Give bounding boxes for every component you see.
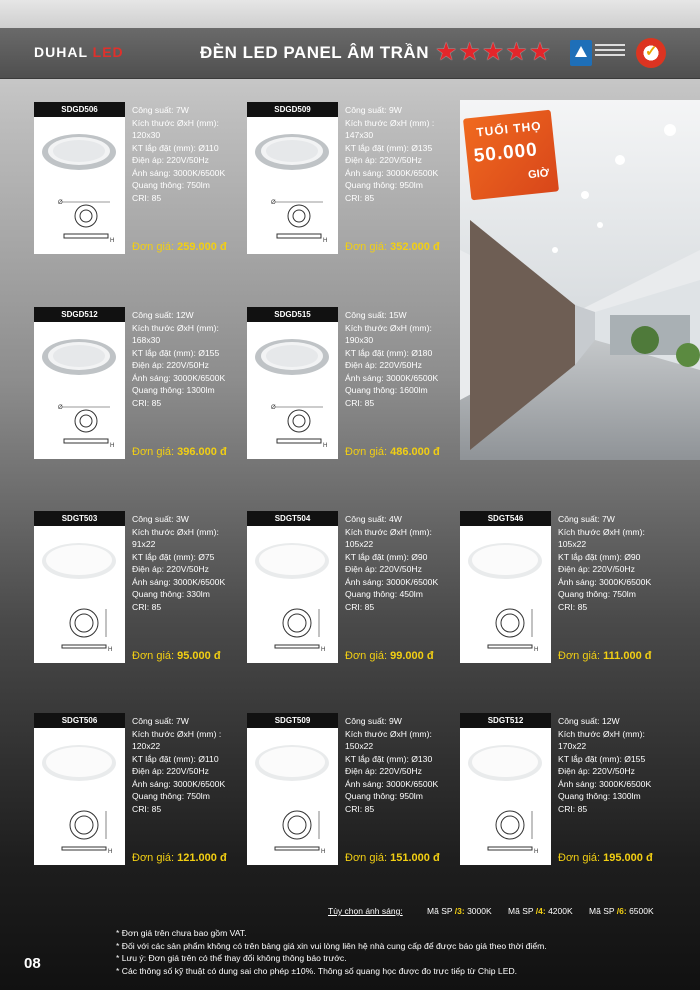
product-thumbnail: [34, 511, 125, 663]
product-thumbnail: [247, 511, 338, 663]
product-specs: Công suất: 12W Kích thước ØxH (mm): 170x22 KT lắp đặt (mm): Ø155 Điện áp: 220V/50Hz Ánh sáng: 3000K/6500K Quang thông: 1300lm CRI: 85: [558, 716, 652, 814]
downlight-white-icon: [466, 536, 544, 586]
page-number: 08: [24, 955, 41, 972]
dimension-drawing-icon: [269, 194, 329, 249]
product-thumbnail: [34, 307, 125, 459]
product-specs: Công suất: 4W Kích thước ØxH (mm): 105x22 KT lắp đặt (mm): Ø90 Điện áp: 220V/50Hz Ánh sáng: 3000K/6500K Quang thông: 450lm CRI: 85: [345, 514, 439, 612]
product-specs: Công suất: 9W Kích thước ØxH (mm) : 147x30 KT lắp đặt (mm): Ø135 Điện áp: 220V/50Hz Ánh sáng: 3000K/6500K Quang thông: 950lm CRI: 85: [345, 105, 439, 203]
downlight-white-icon: [466, 738, 544, 788]
footnote: * Đối với các sản phẩm không có trên bảng giá xin vui lòng liên hệ nhà cung cấp để được báo giá theo thời điểm.: [116, 940, 547, 951]
svg-text:H: H: [534, 849, 539, 855]
product-price: Đơn giá: 396.000 đ: [132, 446, 227, 458]
product-price: Đơn giá: 259.000 đ: [132, 241, 227, 253]
product-card: [34, 307, 246, 507]
footnote: * Đơn giá trên chưa bao gồm VAT.: [116, 928, 247, 938]
product-price: Đơn giá: 195.000 đ: [558, 852, 653, 864]
product-price: Đơn giá: 121.000 đ: [132, 852, 227, 864]
light-options: [328, 906, 654, 916]
badge-unit: GIỜ: [527, 167, 550, 182]
product-price: Đơn giá: 99.000 đ: [345, 650, 434, 662]
product-code: SDGT512: [460, 713, 551, 728]
svg-text:H: H: [321, 849, 326, 855]
product-price: Đơn giá: 111.000 đ: [558, 650, 652, 662]
downlight-white-icon: [40, 536, 118, 586]
product-card: [247, 511, 459, 711]
dimension-drawing-icon: [482, 603, 542, 658]
dimension-drawing-icon: [269, 805, 329, 860]
product-card: [247, 713, 459, 913]
product-thumbnail: [460, 713, 551, 865]
downlight-metal-rim-icon: [253, 332, 331, 382]
product-code: SDGT503: [34, 511, 125, 526]
dimension-drawing-icon: [56, 194, 116, 249]
lifetime-badge: [463, 110, 559, 201]
product-code: SDGD509: [247, 102, 338, 117]
product-thumbnail: [460, 511, 551, 663]
top-strip: [0, 0, 700, 28]
product-code: SDGT506: [34, 713, 125, 728]
product-card: [247, 307, 459, 507]
footnote: * Các thông số kỹ thuật có dung sai cho phép ±10%. Thông số quang học được đo trực tiếp từ Chip LED.: [116, 965, 518, 976]
svg-text:H: H: [110, 238, 115, 244]
product-card: [34, 511, 246, 711]
product-thumbnail: [247, 307, 338, 459]
light-options-label: Tùy chọn ánh sáng:: [328, 906, 403, 916]
product-code: SDGD512: [34, 307, 125, 322]
svg-text:H: H: [323, 443, 328, 449]
product-code: SDGD506: [34, 102, 125, 117]
product-thumbnail: [247, 713, 338, 865]
star-icon: ★: [505, 38, 528, 66]
office-corridor-image: [460, 100, 700, 460]
downlight-white-icon: [253, 738, 331, 788]
star-icon: ★: [435, 38, 458, 66]
product-price: Đơn giá: 95.000 đ: [132, 650, 221, 662]
svg-text:H: H: [110, 443, 115, 449]
product-specs: Công suất: 7W Kích thước ØxH (mm): 105x22 KT lắp đặt (mm): Ø90 Điện áp: 220V/50Hz Ánh sáng: 3000K/6500K Quang thông: 750lm CRI: 85: [558, 514, 652, 612]
page-title: ĐÈN LED PANEL ÂM TRẦN: [200, 43, 429, 62]
footnotes: [116, 927, 547, 977]
downlight-metal-rim-icon: [40, 127, 118, 177]
product-price: Đơn giá: 352.000 đ: [345, 241, 440, 253]
product-specs: Công suất: 3W Kích thước ØxH (mm): 91x22 KT lắp đặt (mm): Ø75 Điện áp: 220V/50Hz Ánh sáng: 3000K/6500K Quang thông: 330lm CRI: 85: [132, 514, 226, 612]
product-specs: Công suất: 12W Kích thước ØxH (mm): 168x30 KT lắp đặt (mm): Ø155 Điện áp: 220V/50Hz Ánh sáng: 3000K/6500K Quang thông: 1300lm CRI: 85: [132, 310, 226, 408]
light-option: Mã SP /4: 4200K: [508, 906, 573, 916]
downlight-white-icon: [40, 738, 118, 788]
svg-text:Ø: Ø: [271, 405, 276, 411]
star-icon: ★: [458, 38, 481, 66]
product-card: [247, 102, 459, 302]
product-code: SDGT546: [460, 511, 551, 526]
product-code: SDGT509: [247, 713, 338, 728]
product-card: [460, 713, 672, 913]
product-card: [34, 102, 246, 302]
star-icon: ★: [528, 38, 552, 66]
product-price: Đơn giá: 151.000 đ: [345, 852, 440, 864]
light-option: Mã SP /3: 3000K: [427, 906, 492, 916]
dimension-drawing-icon: [269, 399, 329, 454]
certification-text-graphic: [595, 41, 625, 65]
footnote: * Lưu ý: Đơn giá trên có thể thay đổi không thông báo trước.: [116, 953, 347, 963]
downlight-metal-rim-icon: [253, 127, 331, 177]
badge-hours-value: 50.000: [472, 139, 539, 167]
product-specs: Công suất: 7W Kích thước ØxH (mm): 120x30 KT lắp đặt (mm): Ø110 Điện áp: 220V/50Hz Ánh sáng: 3000K/6500K Quang thông: 750lm CRI: 85: [132, 105, 226, 203]
downlight-white-icon: [253, 536, 331, 586]
product-specs: Công suất: 9W Kích thước ØxH (mm): 150x22 KT lắp đặt (mm): Ø130 Điện áp: 220V/50Hz Ánh sáng: 3000K/6500K Quang thông: 950lm CRI: 85: [345, 716, 439, 814]
brand-logo: DUHAL LED: [34, 44, 124, 60]
svg-text:Ø: Ø: [271, 200, 276, 206]
dimension-drawing-icon: [482, 805, 542, 860]
light-option: Mã SP /6: 6500K: [589, 906, 654, 916]
product-price: Đơn giá: 486.000 đ: [345, 446, 440, 458]
product-card: [460, 511, 672, 711]
tuv-certification-icon: [570, 40, 592, 66]
product-thumbnail: [247, 102, 338, 254]
product-specs: Công suất: 7W Kích thước ØxH (mm) : 120x22 KT lắp đặt (mm): Ø110 Điện áp: 220V/50Hz Ánh sáng: 3000K/6500K Quang thông: 750lm CRI: 85: [132, 716, 226, 814]
dimension-drawing-icon: [269, 603, 329, 658]
rating-stars: [435, 40, 551, 65]
product-code: SDGD515: [247, 307, 338, 322]
badge-label: TUỔI THỌ: [475, 118, 543, 140]
svg-text:H: H: [108, 849, 113, 855]
dimension-drawing-icon: [56, 805, 116, 860]
svg-text:H: H: [534, 647, 539, 653]
product-card: [34, 713, 246, 913]
star-icon: ★: [481, 38, 505, 66]
product-specs: Công suất: 15W Kích thước ØxH (mm): 190x30 KT lắp đặt (mm): Ø180 Điện áp: 220V/50Hz Ánh sáng: 3000K/6500K Quang thông: 1600lm CRI: 85: [345, 310, 439, 408]
quality-seal-icon: [636, 38, 666, 68]
svg-text:Ø: Ø: [58, 405, 63, 411]
dimension-drawing-icon: [56, 603, 116, 658]
downlight-metal-rim-icon: [40, 332, 118, 382]
svg-text:H: H: [108, 647, 113, 653]
dimension-drawing-icon: [56, 399, 116, 454]
product-thumbnail: [34, 713, 125, 865]
svg-text:H: H: [323, 238, 328, 244]
svg-text:Ø: Ø: [58, 200, 63, 206]
page-header: [0, 28, 700, 79]
svg-text:H: H: [321, 647, 326, 653]
product-code: SDGT504: [247, 511, 338, 526]
product-thumbnail: [34, 102, 125, 254]
